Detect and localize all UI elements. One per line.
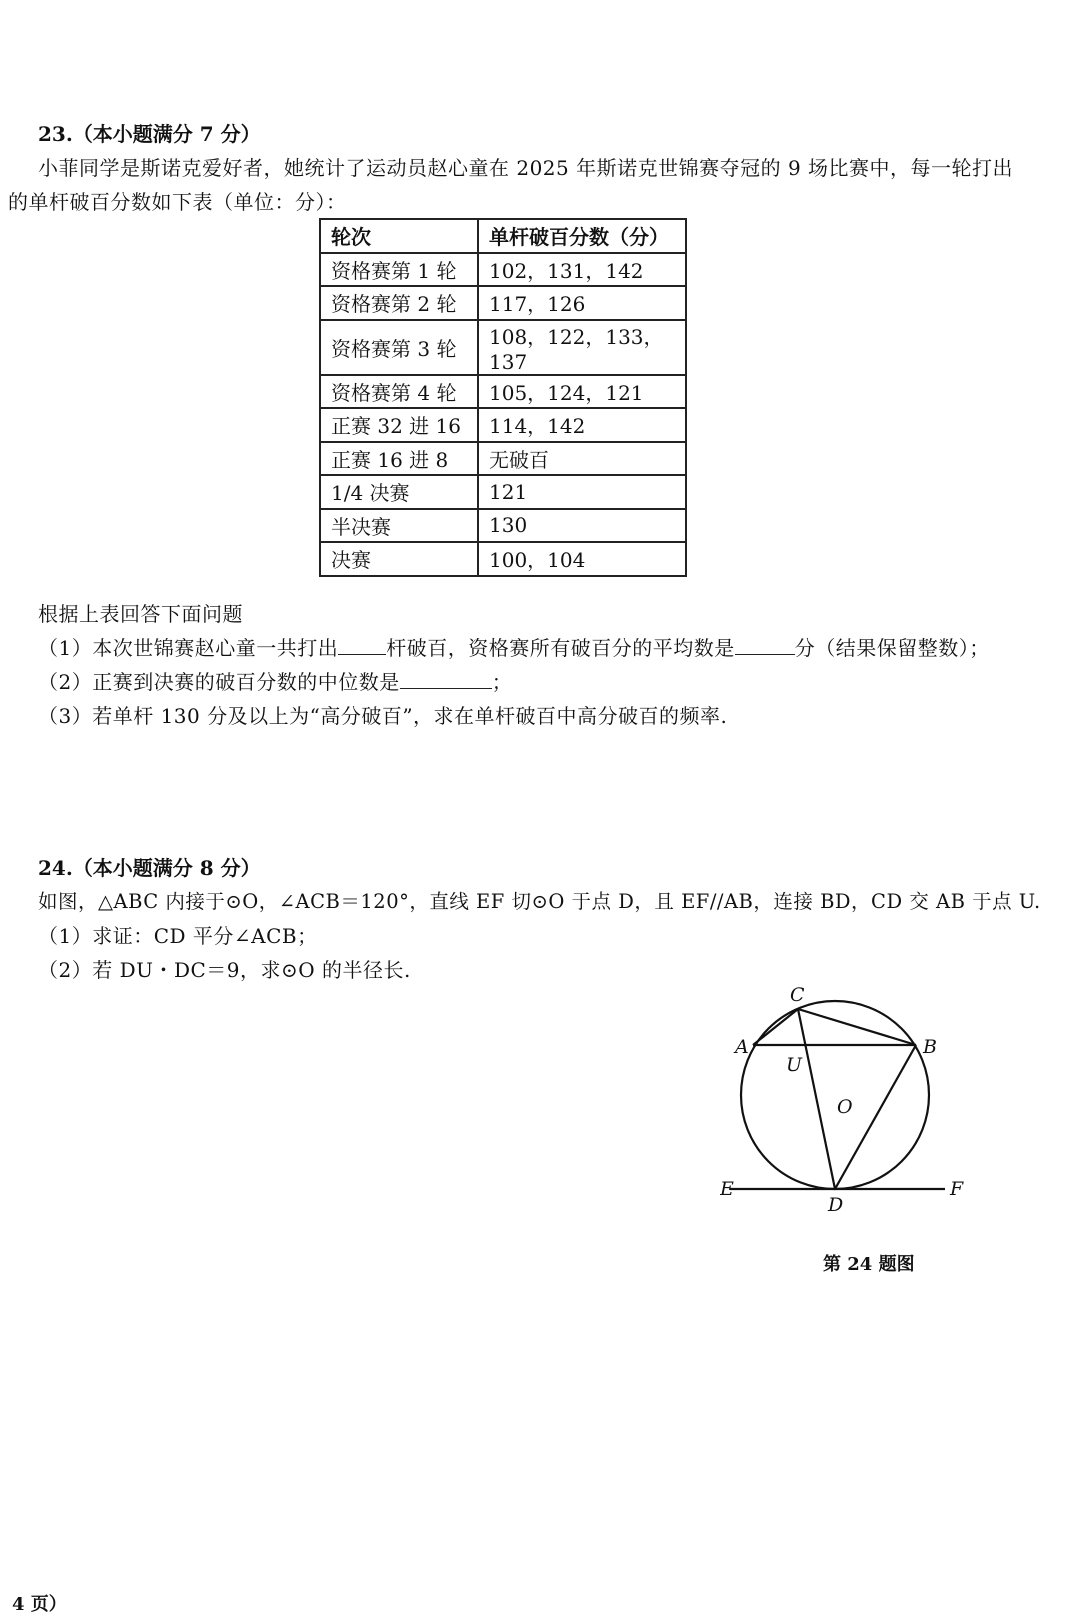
q23-prompt: 根据上表回答下面问题 (38, 602, 243, 626)
q23-part2-text-a: （2）正赛到决赛的破百分数的中位数是 (38, 670, 400, 694)
table-row (320, 320, 686, 375)
q24-part2: （2）若 DU・DC＝9，求⊙O 的半径长. (38, 958, 411, 982)
table-row (320, 542, 686, 576)
table-row (320, 375, 686, 409)
table-cell-round: 资格赛第 2 轮 (320, 286, 478, 320)
segment-ac (753, 1009, 798, 1045)
table-row (320, 408, 686, 442)
q23-part2-text-b: ； (491, 670, 513, 694)
label-a: A (735, 1036, 749, 1058)
table-row (320, 442, 686, 476)
table-cell-round: 资格赛第 3 轮 (320, 320, 478, 375)
answer-blank-count[interactable] (338, 636, 386, 655)
q23-intro-line1: 小菲同学是斯诺克爱好者，她统计了运动员赵心童在 2025 年斯诺克世锦赛夺冠的 9 场比赛中，每一轮打出 (38, 156, 1014, 180)
q23-heading: 23.（本小题满分 7 分） (38, 122, 261, 146)
table-cell-scores: 102，131，142 (478, 253, 686, 287)
table-cell-round: 正赛 16 进 8 (320, 442, 478, 476)
label-u: U (786, 1054, 803, 1076)
table-row (320, 253, 686, 287)
table-row (320, 509, 686, 543)
q23-part1-text-a: （1）本次世锦赛赵心童一共打出 (38, 636, 339, 660)
q24-statement: 如图，△ABC 内接于⊙O，∠ACB＝120°，直线 EF 切⊙O 于点 D，且 EF//AB，连接 BD，CD 交 AB 于点 U. (38, 890, 1041, 913)
table-cell-scores: 100，104 (478, 542, 686, 576)
label-b: B (923, 1036, 937, 1058)
score-table (319, 218, 687, 577)
table-cell-scores: 无破百 (478, 442, 686, 476)
segment-cd (798, 1009, 835, 1189)
q24-part1: （1）求证：CD 平分∠ACB； (38, 924, 318, 948)
answer-blank-mean[interactable] (735, 636, 795, 655)
geometry-figure (720, 985, 1010, 1230)
table-cell-round: 资格赛第 1 轮 (320, 253, 478, 287)
figure-caption: 第 24 题图 (823, 1254, 915, 1275)
label-e: E (720, 1178, 734, 1200)
table-cell-round: 1/4 决赛 (320, 475, 478, 509)
q24-heading: 24.（本小题满分 8 分） (38, 856, 261, 880)
label-c: C (790, 985, 805, 1006)
page-number: 4 页） (12, 1594, 67, 1615)
table-header-row (320, 219, 686, 253)
q23-intro-line2: 的单杆破百分数如下表（单位：分）： (8, 190, 347, 214)
q23-part2 (38, 666, 512, 695)
circle-o (741, 1001, 929, 1189)
table-cell-scores: 108，122，133，137 (478, 320, 686, 375)
q23-part1-text-c: 分（结果保留整数）； (794, 636, 990, 660)
table-cell-scores: 130 (478, 509, 686, 543)
table-row (320, 286, 686, 320)
table-cell-round: 半决赛 (320, 509, 478, 543)
label-o: O (837, 1096, 853, 1118)
table-header: 单杆破百分数（分） (478, 219, 686, 253)
table-cell-scores: 117，126 (478, 286, 686, 320)
table-cell-scores: 114，142 (478, 408, 686, 442)
q23-part1 (38, 632, 990, 661)
label-f: F (950, 1178, 964, 1200)
table-cell-round: 决赛 (320, 542, 478, 576)
table-cell-round: 正赛 32 进 16 (320, 408, 478, 442)
answer-blank-median[interactable] (400, 670, 492, 689)
table-row (320, 475, 686, 509)
table-cell-scores: 105，124，121 (478, 375, 686, 409)
label-d: D (828, 1194, 844, 1216)
table-cell-round: 资格赛第 4 轮 (320, 375, 478, 409)
table-header: 轮次 (320, 219, 478, 253)
q23-part1-text-b: 杆破百，资格赛所有破百分的平均数是 (386, 636, 735, 660)
q23-part3: （3）若单杆 130 分及以上为“高分破百”，求在单杆破百中高分破百的频率. (38, 704, 728, 728)
table-cell-scores: 121 (478, 475, 686, 509)
